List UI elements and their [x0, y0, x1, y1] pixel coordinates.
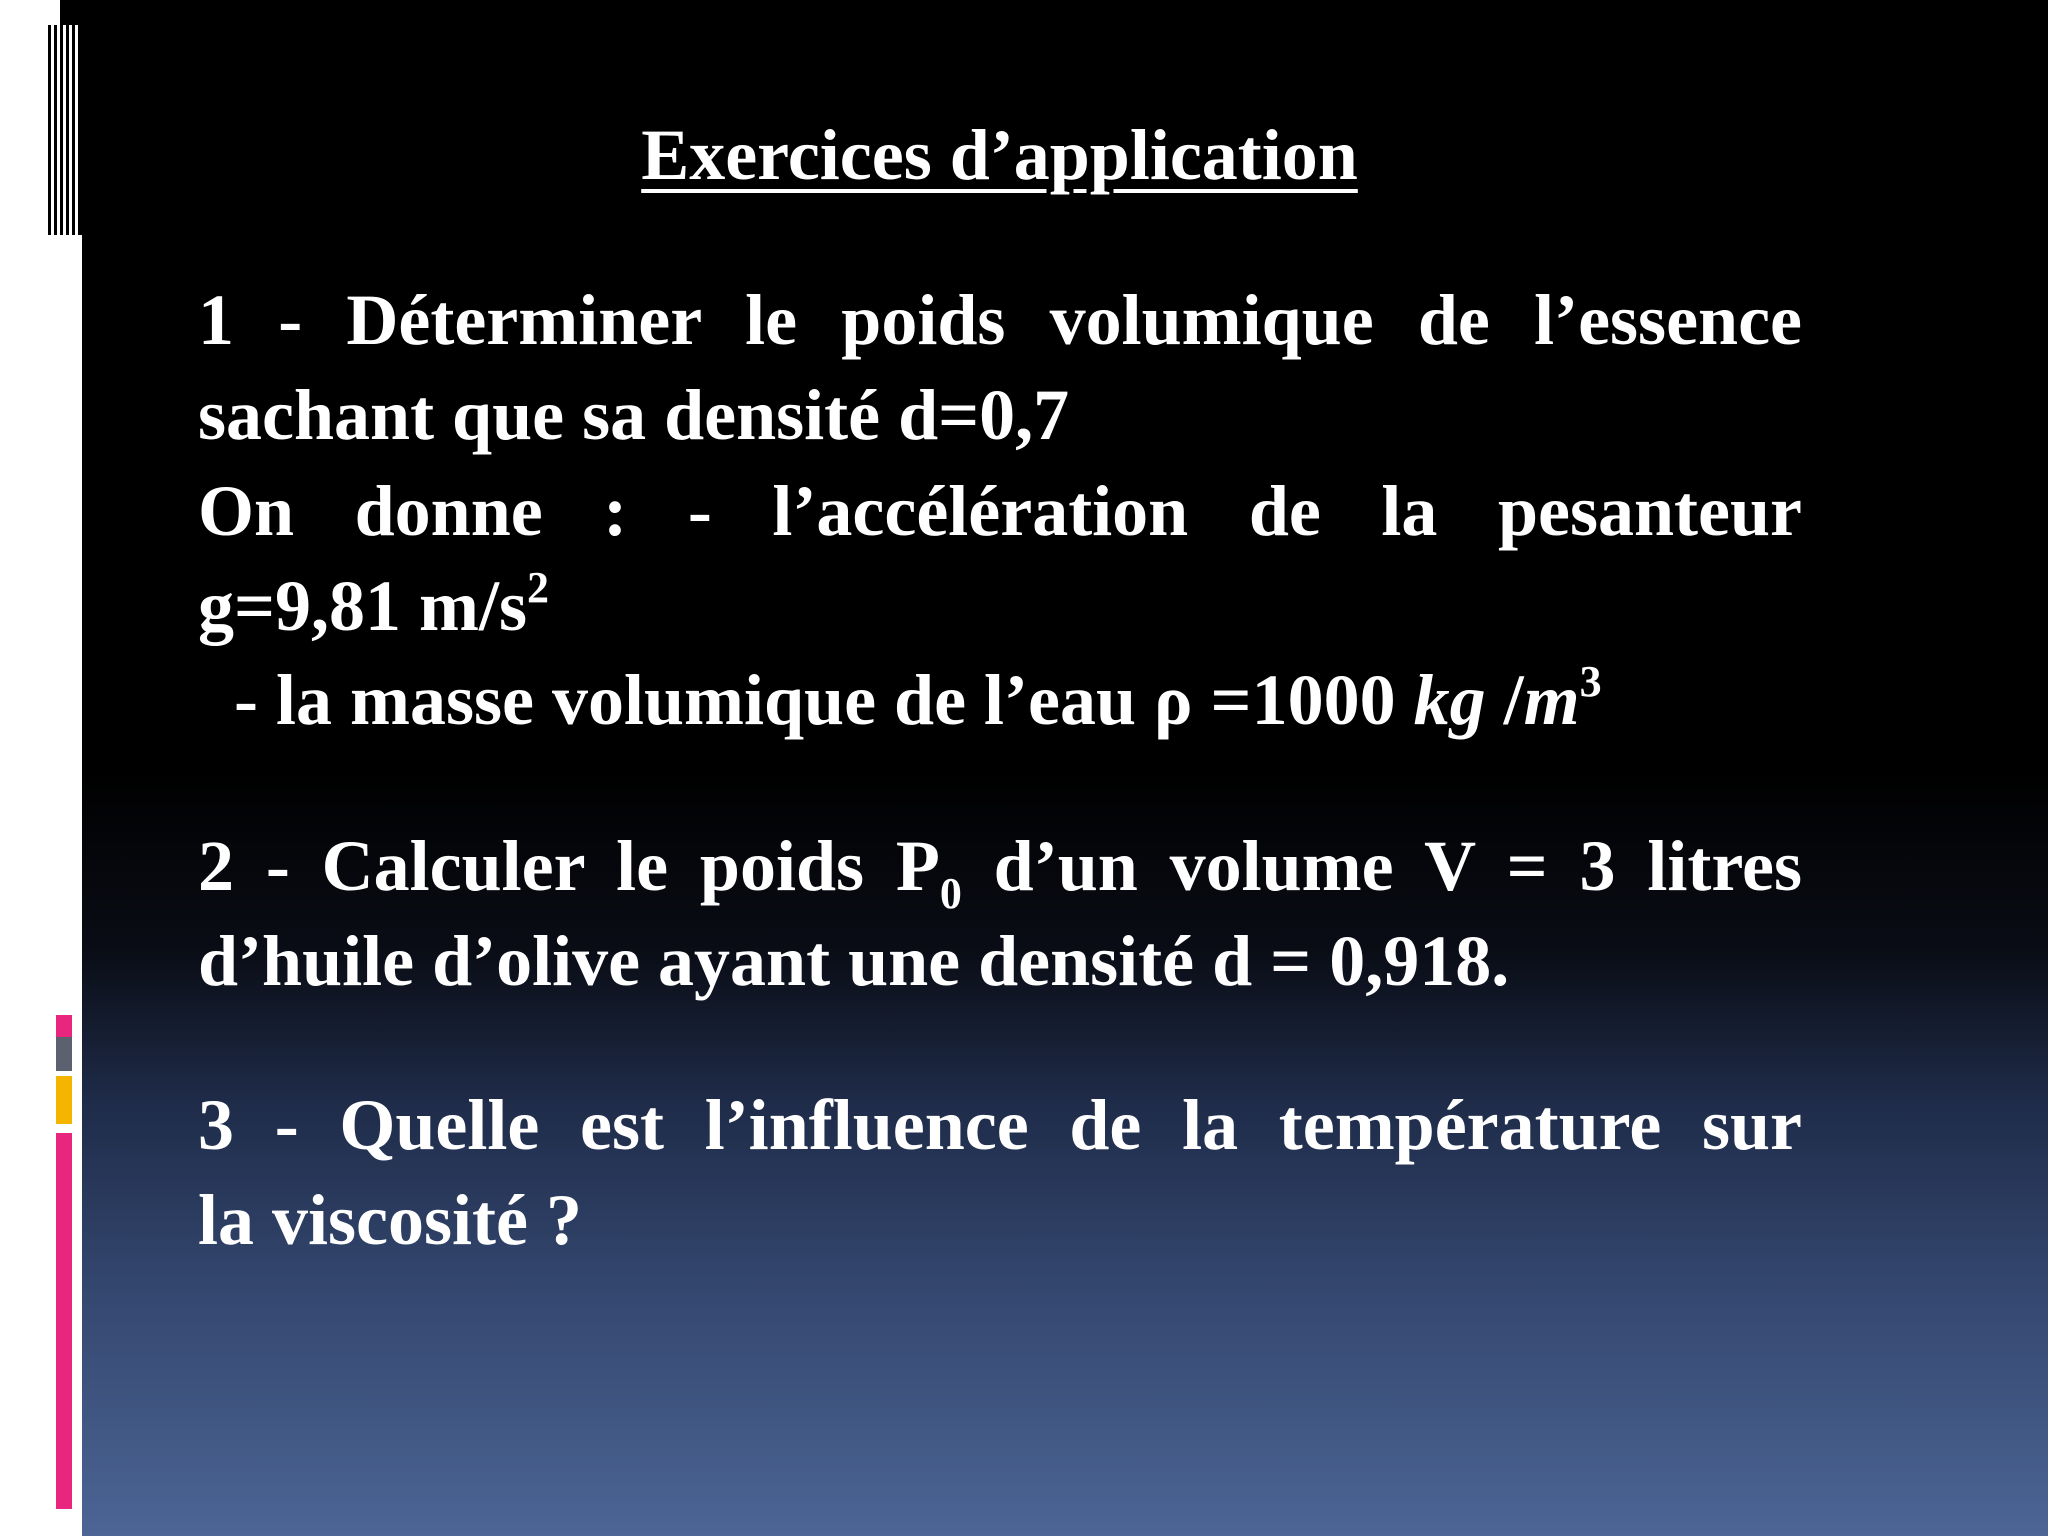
exercise-1-line-1: 1 - Déterminer le poids volumique de l’essence	[198, 280, 1802, 360]
slide-content	[82, 0, 2048, 1536]
exercise-1-line-4	[198, 561, 1802, 651]
exercise-3-line-1: 3 - Quelle est l’influence de la température sur	[198, 1085, 1802, 1165]
exponent: 3	[1579, 657, 1602, 706]
decorative-stripe	[66, 25, 69, 235]
exercise-2-text-b: d’un volume V = 3 litres	[961, 826, 1802, 906]
unit-kg: kg	[1413, 660, 1486, 740]
accent-block-gray	[56, 1037, 72, 1071]
decorative-stripe	[60, 25, 63, 235]
unit-m: m	[1523, 660, 1580, 740]
unit-slash: /	[1485, 660, 1524, 740]
gravity-value: g=9,81 m/s	[198, 566, 528, 646]
exercise-3-line-2: la viscosité ?	[198, 1180, 582, 1260]
decorative-stripe	[54, 25, 57, 235]
accent-bar-pink	[56, 1133, 72, 1509]
exercise-2-line-1	[198, 821, 1802, 918]
exercise-2-line-2: d’huile d’olive ayant une densité d = 0,918.	[198, 921, 1510, 1001]
accent-block-pink	[56, 1015, 72, 1037]
decorative-stripe	[60, 0, 82, 25]
accent-block-yellow	[56, 1076, 72, 1124]
left-decoration-strip	[0, 0, 82, 1536]
exercise-1-line-3: On donne : - l’accélération de la pesanteur	[198, 471, 1802, 551]
decorative-stripe	[72, 25, 75, 235]
exponent: 2	[527, 563, 550, 612]
slide-title: Exercices d’application	[641, 115, 1358, 195]
subscript: 0	[939, 869, 962, 918]
decorative-stripe	[48, 25, 51, 235]
water-density-text: - la masse volumique de l’eau ρ =1000	[234, 660, 1414, 740]
exercise-1-line-5	[234, 655, 1802, 745]
exercise-1-line-2: sachant que sa densité d=0,7	[198, 375, 1070, 455]
exercise-2-text-a: 2 - Calculer le poids P	[198, 826, 940, 906]
